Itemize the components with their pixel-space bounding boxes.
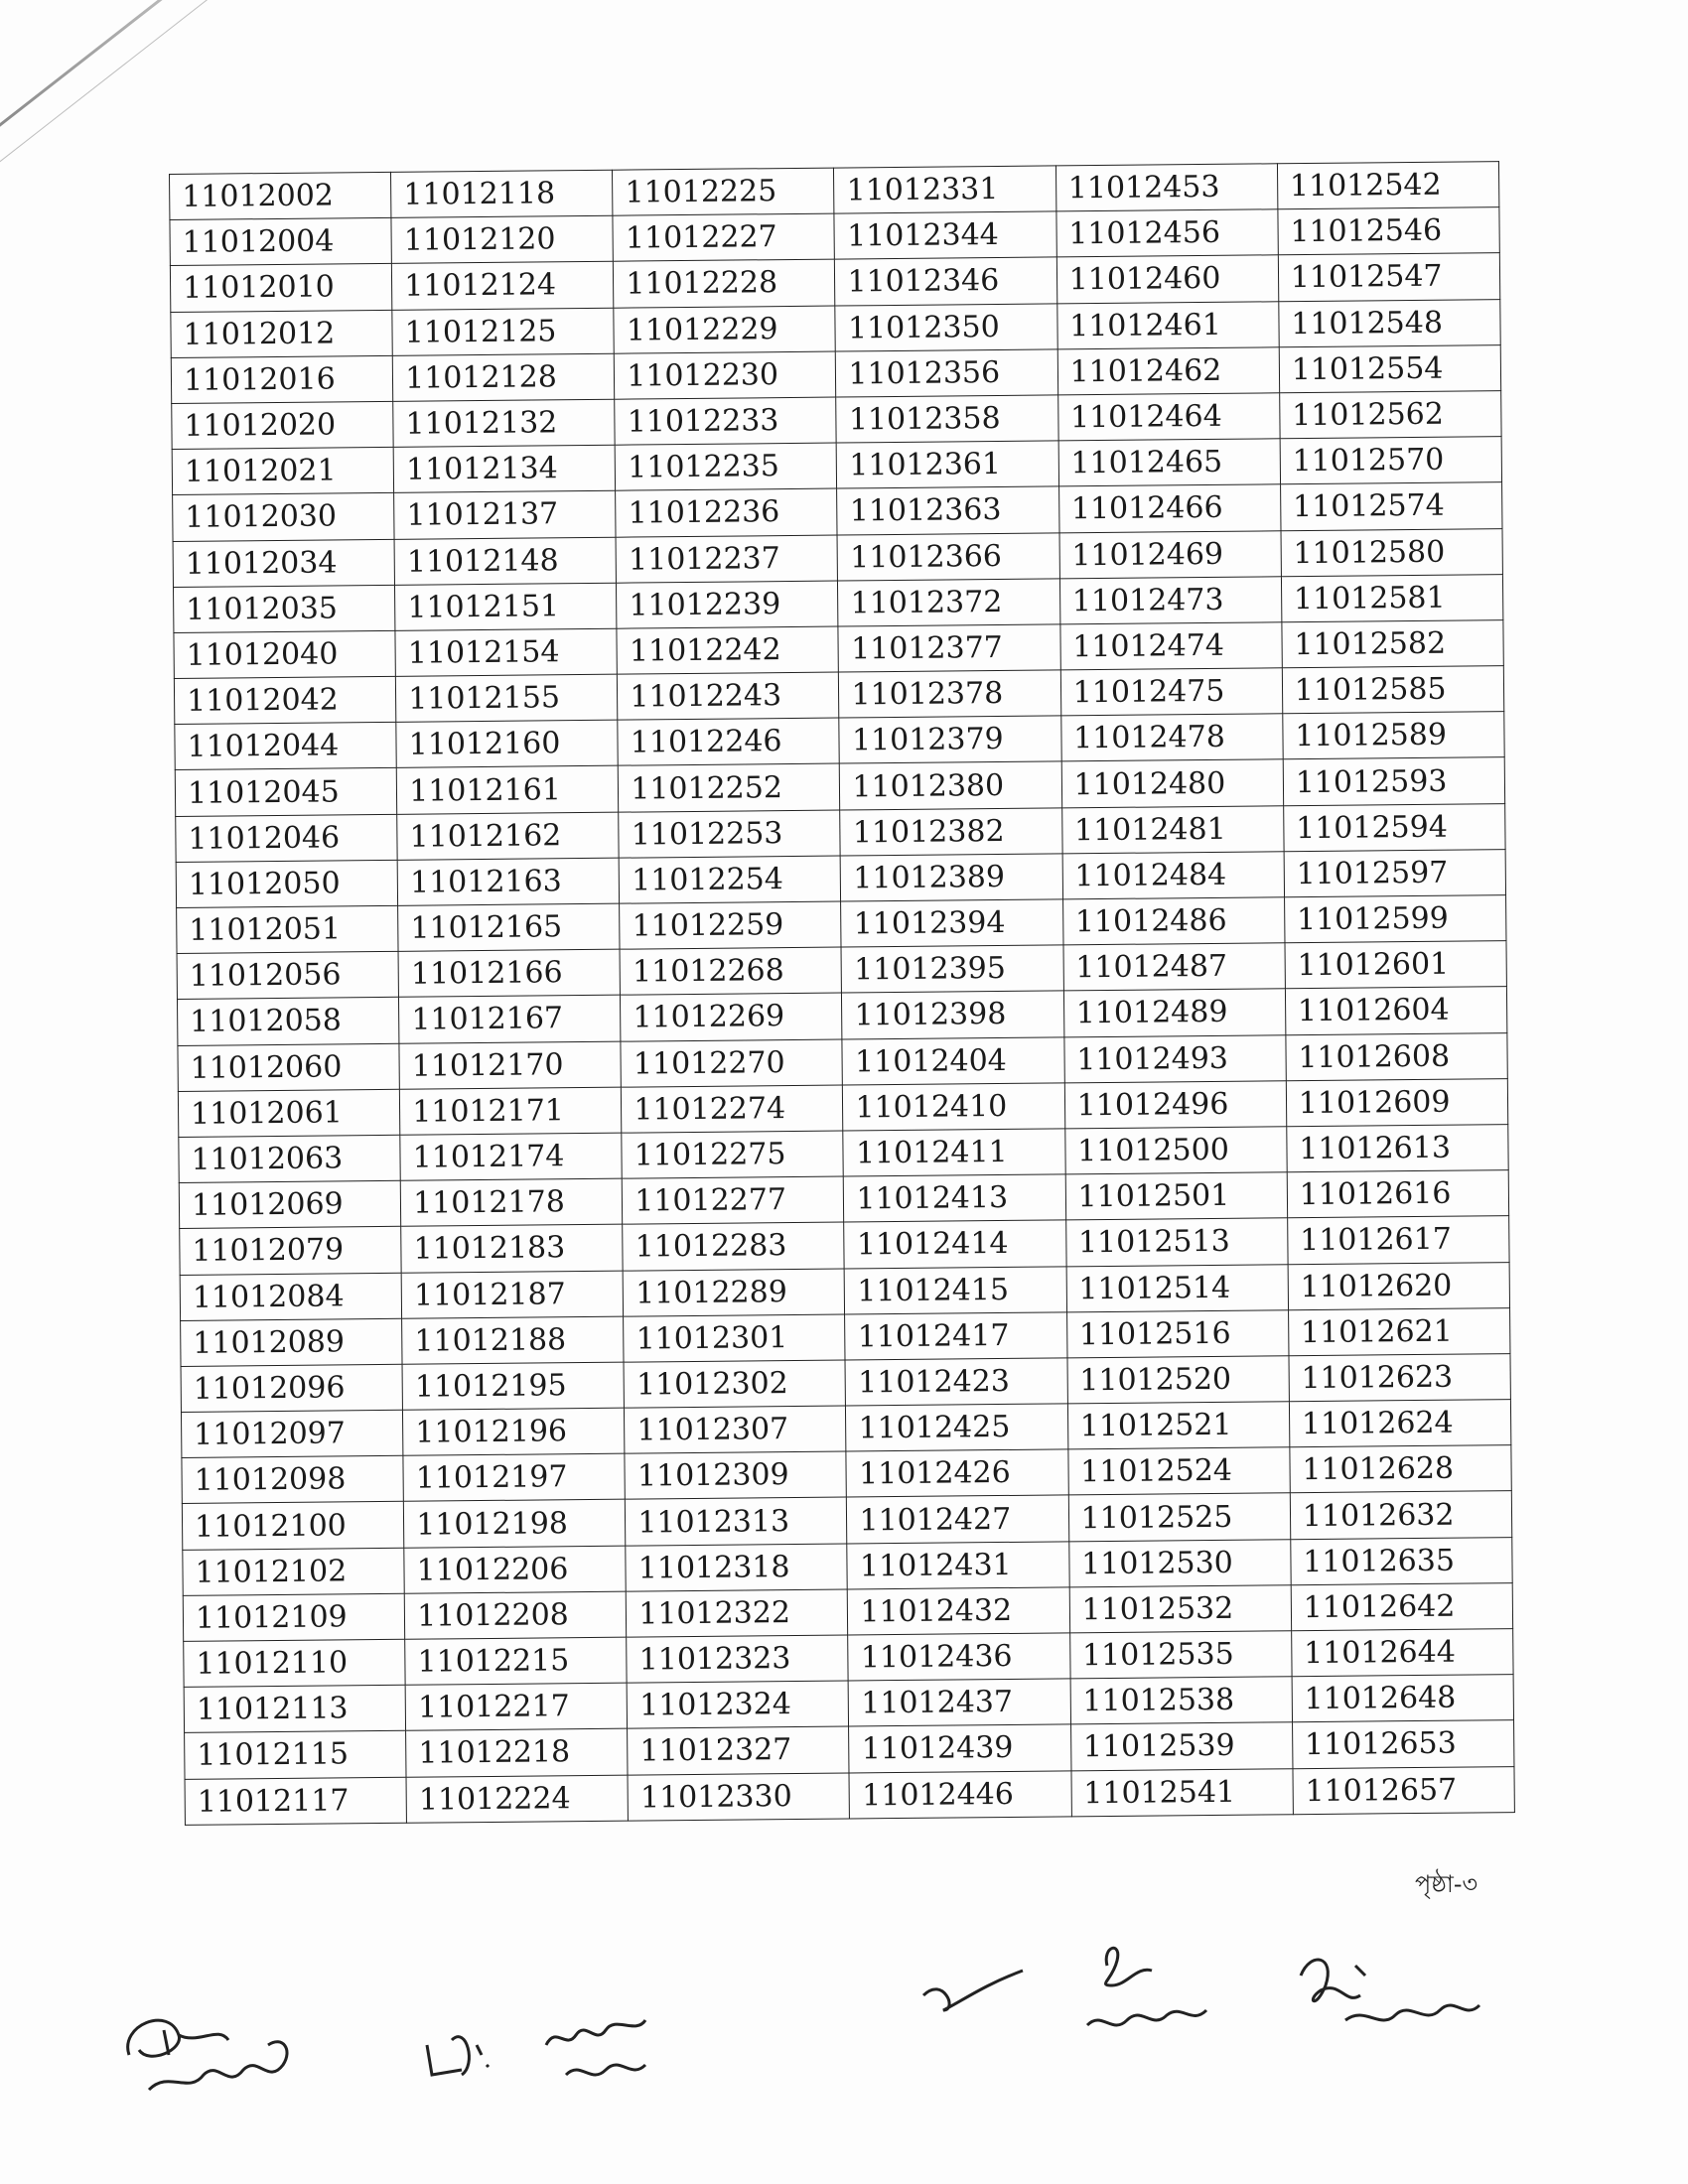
roll-number-cell: 11012034 <box>173 539 395 587</box>
roll-number-cell: 11012161 <box>396 766 619 814</box>
roll-number-cell: 11012268 <box>620 947 842 995</box>
roll-number-cell: 11012425 <box>846 1404 1068 1451</box>
roll-number-cell: 11012170 <box>399 1041 622 1089</box>
roll-number-cell: 11012046 <box>176 814 398 862</box>
roll-number-cell: 11012188 <box>402 1316 625 1364</box>
roll-number-cell: 11012361 <box>837 441 1059 488</box>
roll-number-cell: 11012010 <box>170 264 392 312</box>
roll-number-cell: 11012524 <box>1068 1447 1291 1495</box>
signature-5 <box>1286 1946 1484 2049</box>
roll-number-cell: 11012377 <box>838 624 1060 672</box>
roll-number-cell: 11012466 <box>1058 484 1281 532</box>
roll-number-cell: 11012356 <box>836 349 1058 397</box>
roll-number-cell: 11012274 <box>622 1085 844 1133</box>
roll-number-cell: 11012653 <box>1292 1720 1514 1768</box>
roll-number-cell: 11012532 <box>1069 1585 1292 1633</box>
roll-number-cell: 11012217 <box>405 1683 628 1730</box>
fold-crease-shadow <box>0 0 288 170</box>
roll-number-cell: 11012117 <box>185 1777 407 1825</box>
roll-number-cell: 11012415 <box>845 1266 1067 1313</box>
roll-number-cell: 11012585 <box>1282 666 1504 714</box>
roll-number-cell: 11012171 <box>400 1087 623 1135</box>
roll-number-cell: 11012617 <box>1287 1216 1509 1264</box>
roll-number-cell: 11012128 <box>392 353 615 401</box>
roll-number-cell: 11012414 <box>844 1220 1066 1268</box>
roll-number-cell: 11012051 <box>177 905 399 953</box>
roll-number-cell: 11012120 <box>391 215 614 263</box>
signature-2 <box>407 1995 725 2099</box>
roll-number-cell: 11012469 <box>1059 530 1282 578</box>
roll-number-cell: 11012372 <box>838 579 1060 626</box>
roll-number-cell: 11012042 <box>174 676 396 724</box>
roll-number-cell: 11012313 <box>626 1497 848 1545</box>
roll-number-cell: 11012432 <box>848 1587 1070 1635</box>
roll-number-cell: 11012493 <box>1064 1034 1287 1082</box>
roll-number-cell: 11012589 <box>1283 712 1505 759</box>
roll-number-cell: 11012096 <box>181 1364 403 1412</box>
roll-number-cell: 11012484 <box>1062 852 1285 899</box>
roll-number-cell: 11012456 <box>1056 209 1279 257</box>
roll-number-cell: 11012061 <box>178 1089 400 1137</box>
roll-number-cell: 11012475 <box>1060 668 1283 716</box>
roll-number-cell: 11012132 <box>393 399 616 447</box>
roll-number-cell: 11012277 <box>623 1176 845 1224</box>
roll-number-cell: 11012520 <box>1067 1356 1290 1404</box>
roll-number-cell: 11012548 <box>1279 299 1501 346</box>
roll-number-cell: 11012398 <box>842 991 1064 1038</box>
roll-number-cell: 11012380 <box>840 761 1062 809</box>
roll-number-cell: 11012324 <box>627 1681 849 1728</box>
roll-number-cell: 11012473 <box>1059 576 1282 623</box>
roll-number-cell: 11012461 <box>1056 301 1279 348</box>
roll-number-cell: 11012151 <box>395 583 618 630</box>
roll-number-cell: 11012084 <box>180 1273 402 1320</box>
roll-number-cell: 11012535 <box>1069 1631 1292 1679</box>
roll-number-cell: 11012307 <box>625 1406 847 1453</box>
roll-number-cell: 11012252 <box>619 763 841 811</box>
roll-number-cell: 11012109 <box>183 1593 405 1641</box>
roll-number-cell: 11012239 <box>617 581 839 628</box>
roll-number-cell: 11012178 <box>400 1178 623 1226</box>
roll-number-cell: 11012016 <box>171 355 393 403</box>
roll-number-cell: 11012089 <box>181 1318 403 1366</box>
roll-number-cell: 11012020 <box>172 401 394 449</box>
roll-number-cell: 11012546 <box>1278 207 1500 255</box>
roll-number-cell: 11012599 <box>1284 895 1506 943</box>
roll-number-cell: 11012225 <box>613 168 835 215</box>
roll-number-cell: 11012624 <box>1289 1400 1511 1447</box>
roll-number-table-body <box>170 162 1515 1826</box>
roll-number-cell: 11012166 <box>398 949 621 997</box>
roll-number-cell: 11012642 <box>1291 1582 1513 1630</box>
roll-number-cell: 11012195 <box>402 1362 625 1410</box>
roll-number-cell: 11012620 <box>1288 1262 1510 1309</box>
roll-number-cell: 11012613 <box>1287 1125 1509 1172</box>
roll-number-cell: 11012160 <box>396 720 619 767</box>
roll-number-cell: 11012230 <box>615 351 837 399</box>
roll-number-cell: 11012327 <box>628 1726 850 1774</box>
roll-number-cell: 11012417 <box>845 1312 1067 1360</box>
roll-number-cell: 11012474 <box>1060 622 1283 670</box>
roll-number-cell: 11012187 <box>401 1271 624 1318</box>
roll-number-cell: 11012379 <box>839 716 1061 763</box>
roll-number-cell: 11012439 <box>849 1724 1071 1772</box>
roll-number-cell: 11012516 <box>1066 1309 1289 1357</box>
roll-number-cell: 11012513 <box>1065 1218 1288 1266</box>
roll-number-cell: 11012246 <box>618 718 840 765</box>
roll-number-cell: 11012462 <box>1057 347 1280 395</box>
roll-number-cell: 11012197 <box>403 1453 626 1501</box>
roll-number-cell: 11012547 <box>1278 253 1500 301</box>
roll-number-cell: 11012302 <box>624 1360 846 1408</box>
roll-number-cell: 11012259 <box>620 901 842 949</box>
roll-number-cell: 11012366 <box>837 532 1059 580</box>
roll-number-cell: 11012500 <box>1064 1127 1287 1174</box>
roll-number-cell: 11012115 <box>185 1731 407 1779</box>
roll-number-cell: 11012431 <box>847 1541 1069 1588</box>
roll-number-cell: 11012100 <box>182 1502 404 1550</box>
roll-number-cell: 11012521 <box>1067 1402 1290 1449</box>
roll-number-cell: 11012167 <box>399 996 622 1043</box>
roll-number-cell: 11012233 <box>615 397 837 445</box>
roll-number-cell: 11012124 <box>392 262 615 310</box>
roll-number-cell: 11012110 <box>184 1639 406 1687</box>
roll-number-cell: 11012118 <box>391 170 614 217</box>
roll-number-cell: 11012437 <box>849 1679 1071 1726</box>
roll-number-cell: 11012242 <box>617 626 839 674</box>
roll-number-cell: 11012538 <box>1070 1677 1293 1724</box>
roll-number-cell: 11012235 <box>615 443 837 490</box>
roll-number-cell: 11012554 <box>1279 344 1501 392</box>
roll-number-cell: 11012621 <box>1288 1307 1510 1355</box>
roll-number-cell: 11012058 <box>177 998 399 1045</box>
roll-number-cell: 11012616 <box>1287 1170 1509 1218</box>
roll-number-cell: 11012378 <box>839 670 1061 718</box>
roll-number-cell: 11012322 <box>627 1589 849 1637</box>
roll-number-cell: 11012363 <box>837 486 1059 534</box>
roll-number-cell: 11012597 <box>1284 849 1506 896</box>
roll-number-cell: 11012229 <box>614 306 836 353</box>
roll-number-cell: 11012162 <box>397 812 620 860</box>
roll-number-cell: 11012411 <box>843 1129 1065 1176</box>
roll-number-cell: 11012489 <box>1063 989 1286 1036</box>
roll-number-cell: 11012155 <box>396 674 619 722</box>
signature-4 <box>1067 1926 1216 2059</box>
roll-number-cell: 11012097 <box>181 1410 403 1457</box>
roll-number-cell: 11012644 <box>1291 1629 1513 1677</box>
roll-number-cell: 11012208 <box>404 1591 627 1639</box>
roll-number-cell: 11012632 <box>1290 1491 1512 1539</box>
roll-number-cell: 11012183 <box>401 1224 624 1272</box>
roll-number-cell: 11012481 <box>1061 805 1284 853</box>
roll-number-cell: 11012525 <box>1068 1493 1291 1541</box>
roll-number-cell: 11012004 <box>170 218 392 266</box>
roll-number-cell: 11012426 <box>846 1449 1068 1497</box>
roll-number-cell: 11012465 <box>1058 439 1281 486</box>
roll-number-cell: 11012289 <box>623 1269 845 1316</box>
roll-number-cell: 11012323 <box>627 1635 849 1683</box>
roll-number-cell: 11012254 <box>619 856 841 903</box>
roll-number-cell: 11012460 <box>1056 255 1279 303</box>
roll-number-cell: 11012581 <box>1281 574 1503 621</box>
roll-number-cell: 11012427 <box>847 1495 1069 1543</box>
roll-number-cell: 11012224 <box>406 1775 629 1823</box>
roll-number-cell: 11012486 <box>1062 897 1285 945</box>
roll-number-cell: 11012206 <box>404 1546 627 1593</box>
roll-number-cell: 11012635 <box>1291 1537 1513 1584</box>
roll-number-cell: 11012236 <box>616 488 838 536</box>
roll-number-cell: 11012608 <box>1286 1032 1508 1080</box>
roll-number-cell: 11012030 <box>173 493 395 541</box>
roll-number-cell: 11012480 <box>1061 759 1284 807</box>
roll-number-cell: 11012394 <box>841 899 1063 947</box>
roll-number-cell: 11012079 <box>180 1227 402 1275</box>
roll-number-cell: 11012163 <box>397 858 620 905</box>
roll-number-cell: 11012346 <box>835 257 1057 305</box>
roll-number-cell: 11012228 <box>614 259 836 307</box>
roll-number-cell: 11012102 <box>183 1548 405 1595</box>
roll-number-table <box>169 161 1515 1826</box>
roll-number-cell: 11012002 <box>170 172 392 219</box>
roll-number-cell: 11012582 <box>1282 619 1504 667</box>
roll-number-cell: 11012423 <box>845 1358 1067 1406</box>
roll-number-cell: 11012318 <box>626 1544 848 1591</box>
page-number: পৃষ্ঠা-৩ <box>1415 1870 1478 1898</box>
fold-crease <box>0 0 310 142</box>
roll-number-cell: 11012530 <box>1068 1539 1291 1586</box>
roll-number-cell: 11012270 <box>621 1039 843 1087</box>
roll-number-cell: 11012389 <box>841 854 1063 901</box>
roll-number-cell: 11012275 <box>622 1131 844 1178</box>
roll-number-cell: 11012063 <box>179 1135 401 1182</box>
roll-number-cell: 11012358 <box>836 395 1058 443</box>
roll-number-cell: 11012309 <box>625 1451 847 1499</box>
signature-3 <box>914 1956 1033 2029</box>
roll-number-cell: 11012021 <box>172 447 394 494</box>
roll-number-cell: 11012487 <box>1063 943 1286 991</box>
roll-number-cell: 11012594 <box>1283 803 1505 851</box>
roll-number-cell: 11012301 <box>624 1314 846 1362</box>
signature-1 <box>109 1995 308 2109</box>
roll-number-cell: 11012134 <box>393 445 616 492</box>
roll-number-cell: 11012125 <box>392 308 615 355</box>
roll-number-cell: 11012060 <box>178 1043 400 1091</box>
roll-number-cell: 11012574 <box>1280 482 1502 530</box>
roll-number-cell: 11012413 <box>844 1174 1066 1222</box>
roll-number-cell: 11012269 <box>621 993 843 1040</box>
roll-number-cell: 11012657 <box>1293 1766 1515 1814</box>
roll-number-cell: 11012604 <box>1285 987 1507 1034</box>
roll-number-cell: 11012012 <box>171 310 393 357</box>
roll-number-cell: 11012154 <box>395 628 618 676</box>
roll-number-cell: 11012404 <box>842 1036 1064 1084</box>
roll-number-cell: 11012035 <box>173 585 395 632</box>
roll-number-cell: 11012253 <box>619 810 841 858</box>
roll-number-cell: 11012628 <box>1290 1445 1512 1493</box>
roll-number-cell: 11012501 <box>1065 1172 1288 1220</box>
roll-number-cell: 11012283 <box>623 1222 845 1270</box>
roll-number-cell: 11012562 <box>1279 391 1501 439</box>
roll-number-cell: 11012215 <box>405 1637 628 1685</box>
roll-number-cell: 11012446 <box>849 1770 1071 1818</box>
roll-number-cell: 11012198 <box>404 1500 627 1548</box>
roll-number-cell: 11012040 <box>174 630 396 678</box>
roll-number-cell: 11012174 <box>400 1133 623 1180</box>
roll-number-cell: 11012113 <box>184 1685 406 1732</box>
roll-number-cell: 11012350 <box>835 303 1057 350</box>
roll-number-cell: 11012045 <box>175 768 397 816</box>
roll-number-cell: 11012344 <box>834 211 1056 259</box>
roll-number-cell: 11012514 <box>1066 1264 1289 1311</box>
roll-number-cell: 11012330 <box>628 1773 850 1821</box>
roll-number-cell: 11012227 <box>613 213 835 261</box>
roll-number-cell: 11012196 <box>403 1408 626 1455</box>
roll-number-cell: 11012453 <box>1055 164 1278 211</box>
roll-number-cell: 11012410 <box>843 1083 1065 1131</box>
roll-number-cell: 11012382 <box>840 808 1062 856</box>
roll-number-cell: 11012539 <box>1070 1722 1293 1770</box>
roll-number-cell: 11012542 <box>1277 162 1499 209</box>
roll-number-cell: 11012098 <box>182 1456 404 1504</box>
roll-number-cell: 11012609 <box>1286 1078 1508 1126</box>
roll-number-cell: 11012137 <box>394 491 617 539</box>
roll-number-table-container <box>169 161 1515 1881</box>
roll-number-cell: 11012593 <box>1283 757 1505 805</box>
roll-number-cell: 11012237 <box>616 535 838 583</box>
roll-number-cell: 11012056 <box>177 952 399 1000</box>
roll-number-cell: 11012395 <box>841 945 1063 993</box>
roll-number-cell: 11012648 <box>1292 1675 1514 1722</box>
roll-number-cell: 11012165 <box>398 903 621 951</box>
roll-number-cell: 11012464 <box>1057 393 1280 441</box>
roll-number-cell: 11012069 <box>179 1180 401 1228</box>
roll-number-cell: 11012050 <box>176 860 398 907</box>
roll-number-cell: 11012218 <box>406 1729 629 1777</box>
roll-number-cell: 11012541 <box>1071 1768 1294 1816</box>
roll-number-cell: 11012580 <box>1281 528 1503 576</box>
roll-number-cell: 11012436 <box>848 1633 1070 1681</box>
roll-number-cell: 11012148 <box>394 537 617 585</box>
roll-number-cell: 11012601 <box>1285 941 1507 989</box>
roll-number-cell: 11012478 <box>1060 714 1283 761</box>
roll-number-cell: 11012496 <box>1064 1080 1287 1128</box>
roll-number-cell: 11012243 <box>618 672 840 720</box>
roll-number-cell: 11012044 <box>175 723 397 770</box>
roll-number-cell: 11012331 <box>834 166 1056 213</box>
roll-number-cell: 11012623 <box>1289 1353 1511 1401</box>
roll-number-cell: 11012570 <box>1280 437 1502 484</box>
